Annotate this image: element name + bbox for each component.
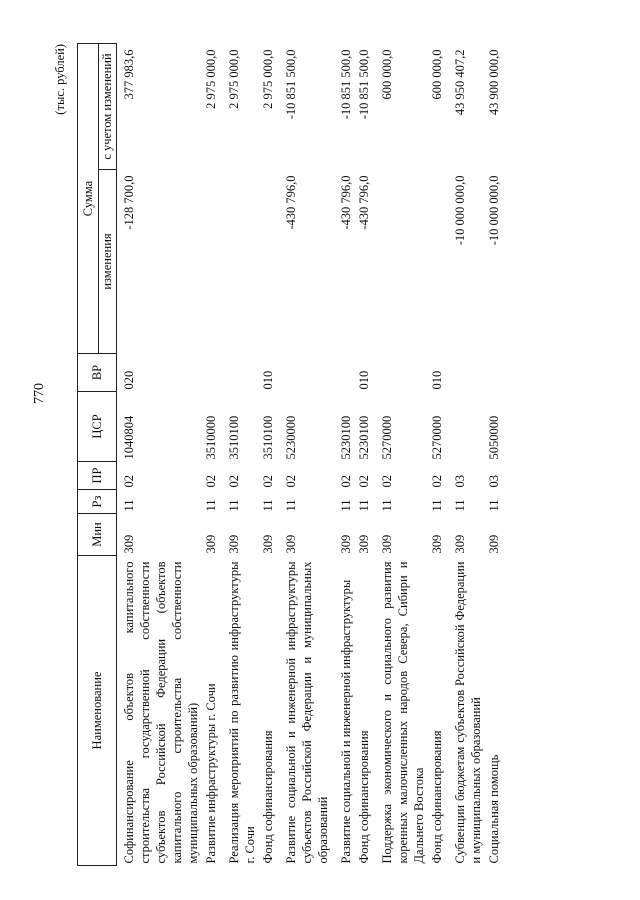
row-csr: 3510100 <box>261 415 275 460</box>
row-changes <box>373 170 428 354</box>
row-rz: 11 <box>261 499 275 512</box>
units-label: (тыс. рублей) <box>53 44 67 115</box>
row-min: 309 <box>204 534 218 554</box>
row-min: 309 <box>227 534 241 554</box>
row-vr <box>373 354 428 392</box>
row-name: Субвенции бюджетам субъектов Российской Федерации и муниципальных образований <box>453 561 483 864</box>
row-pr: 02 <box>357 475 371 488</box>
row-total: 2 975 000,0 <box>227 49 241 109</box>
row-total: 600 000,0 <box>430 49 444 100</box>
row-name: Развитие социальной и инженерной инфраструктуры <box>339 579 353 864</box>
table-row <box>485 44 503 866</box>
row-rz: 11 <box>380 499 394 512</box>
row-vr: 020 <box>122 370 136 390</box>
row-csr: 5270000 <box>380 415 394 460</box>
row-changes: -430 796,0 <box>284 175 298 230</box>
table-row <box>332 44 355 866</box>
header-pr: ПР <box>78 462 117 490</box>
row-pr: 02 <box>284 475 298 488</box>
row-vr <box>220 354 259 392</box>
row-total: 43 900 000,0 <box>487 49 501 116</box>
row-rz: 11 <box>122 499 136 512</box>
row-pr: 02 <box>227 475 241 488</box>
row-rz: 11 <box>204 499 218 512</box>
row-rz: 11 <box>284 499 298 512</box>
table-row <box>117 44 203 866</box>
row-total: 2 975 000,0 <box>204 49 218 109</box>
row-total: 2 975 000,0 <box>261 49 275 109</box>
row-vr <box>202 354 220 392</box>
table-row <box>446 44 485 866</box>
row-rz: 11 <box>487 499 501 512</box>
header-min: Мин <box>78 514 117 556</box>
row-min: 309 <box>122 534 136 554</box>
row-pr: 02 <box>261 475 275 488</box>
header-rz: Рз <box>78 490 117 514</box>
row-min: 309 <box>430 534 444 554</box>
row-name: Реализация мероприятий по развитию инфраструктуры г. Сочи <box>227 561 257 864</box>
table-row <box>220 44 259 866</box>
row-vr <box>277 354 332 392</box>
row-vr <box>332 354 355 392</box>
row-total: 377 983,6 <box>122 49 136 100</box>
row-changes <box>220 170 259 354</box>
header-with-changes: с учетом изменений <box>99 44 117 170</box>
row-pr: 03 <box>487 475 501 488</box>
row-pr: 02 <box>339 475 353 488</box>
row-changes: -430 796,0 <box>357 175 371 230</box>
row-vr: 010 <box>430 370 444 390</box>
row-changes <box>202 170 220 354</box>
table-row <box>259 44 277 866</box>
row-name: Развитие социальной и инженерной инфраструктуры субъектов Российской Федерации и муниципальных образований <box>284 561 330 864</box>
row-min: 309 <box>339 534 353 554</box>
row-changes: -10 000 000,0 <box>487 175 501 246</box>
row-vr <box>485 354 503 392</box>
row-pr: 02 <box>204 475 218 488</box>
table-row <box>373 44 428 866</box>
row-changes: -128 700,0 <box>122 175 136 230</box>
row-csr: 5230100 <box>357 415 371 460</box>
row-total: 43 950 407,2 <box>453 49 467 116</box>
row-total: 600 000,0 <box>380 49 394 100</box>
row-name: Развитие инфраструктуры г. Сочи <box>204 683 218 864</box>
row-name: Поддержка экономического и социального развития коренных малочисленных народов Севера, Сибири и Дальнего Востока <box>380 561 426 864</box>
table-body <box>117 44 504 866</box>
row-pr: 02 <box>122 475 136 488</box>
table-row <box>277 44 332 866</box>
header-csr: ЦСР <box>78 392 117 462</box>
table-row <box>428 44 446 866</box>
row-name: Софинансирование объектов капитального строительства государственной собственности субъектов Российской Федерации (объектов капитального строительства собственности муниципальных образований) <box>122 561 200 864</box>
budget-table <box>77 43 503 866</box>
row-rz: 11 <box>453 499 467 512</box>
row-name: Фонд софинансирования <box>430 730 444 864</box>
row-changes: -430 796,0 <box>339 175 353 230</box>
row-rz: 11 <box>430 499 444 512</box>
row-csr: 5230000 <box>284 415 298 460</box>
row-name: Фонд софинансирования <box>357 730 371 864</box>
row-csr <box>446 392 485 462</box>
row-changes <box>259 170 277 354</box>
row-vr: 010 <box>357 370 371 390</box>
table-header <box>78 44 117 866</box>
row-csr: 3510000 <box>204 415 218 460</box>
row-min: 309 <box>357 534 371 554</box>
row-vr <box>446 354 485 392</box>
row-vr: 010 <box>261 370 275 390</box>
row-pr: 02 <box>380 475 394 488</box>
row-min: 309 <box>380 534 394 554</box>
row-csr: 5270000 <box>430 415 444 460</box>
row-total: -10 851 500,0 <box>357 49 371 120</box>
row-min: 309 <box>284 534 298 554</box>
row-pr: 03 <box>453 475 467 488</box>
header-changes: изменения <box>99 170 117 354</box>
row-rz: 11 <box>339 499 353 512</box>
row-changes <box>428 170 446 354</box>
header-name: Наименование <box>78 556 117 866</box>
row-total: -10 851 500,0 <box>284 49 298 120</box>
header-sum: Сумма <box>78 44 99 354</box>
row-name: Социальная помощь <box>487 754 501 864</box>
row-changes: -10 000 000,0 <box>453 175 467 246</box>
row-total: -10 851 500,0 <box>339 49 353 120</box>
row-rz: 11 <box>227 499 241 512</box>
row-name: Фонд софинансирования <box>261 730 275 864</box>
row-rz: 11 <box>357 499 371 512</box>
rotated-page-content <box>53 44 590 866</box>
row-csr: 5230100 <box>339 415 353 460</box>
table-row <box>202 44 220 866</box>
row-pr: 02 <box>430 475 444 488</box>
row-csr: 3510100 <box>227 415 241 460</box>
row-csr: 5050000 <box>487 415 501 460</box>
table-row <box>355 44 373 866</box>
row-min: 309 <box>453 534 467 554</box>
row-min: 309 <box>261 534 275 554</box>
row-min: 309 <box>487 534 501 554</box>
row-csr: 1040804 <box>122 415 136 460</box>
header-vr: ВР <box>78 354 117 392</box>
page-number: 770 <box>32 383 47 404</box>
